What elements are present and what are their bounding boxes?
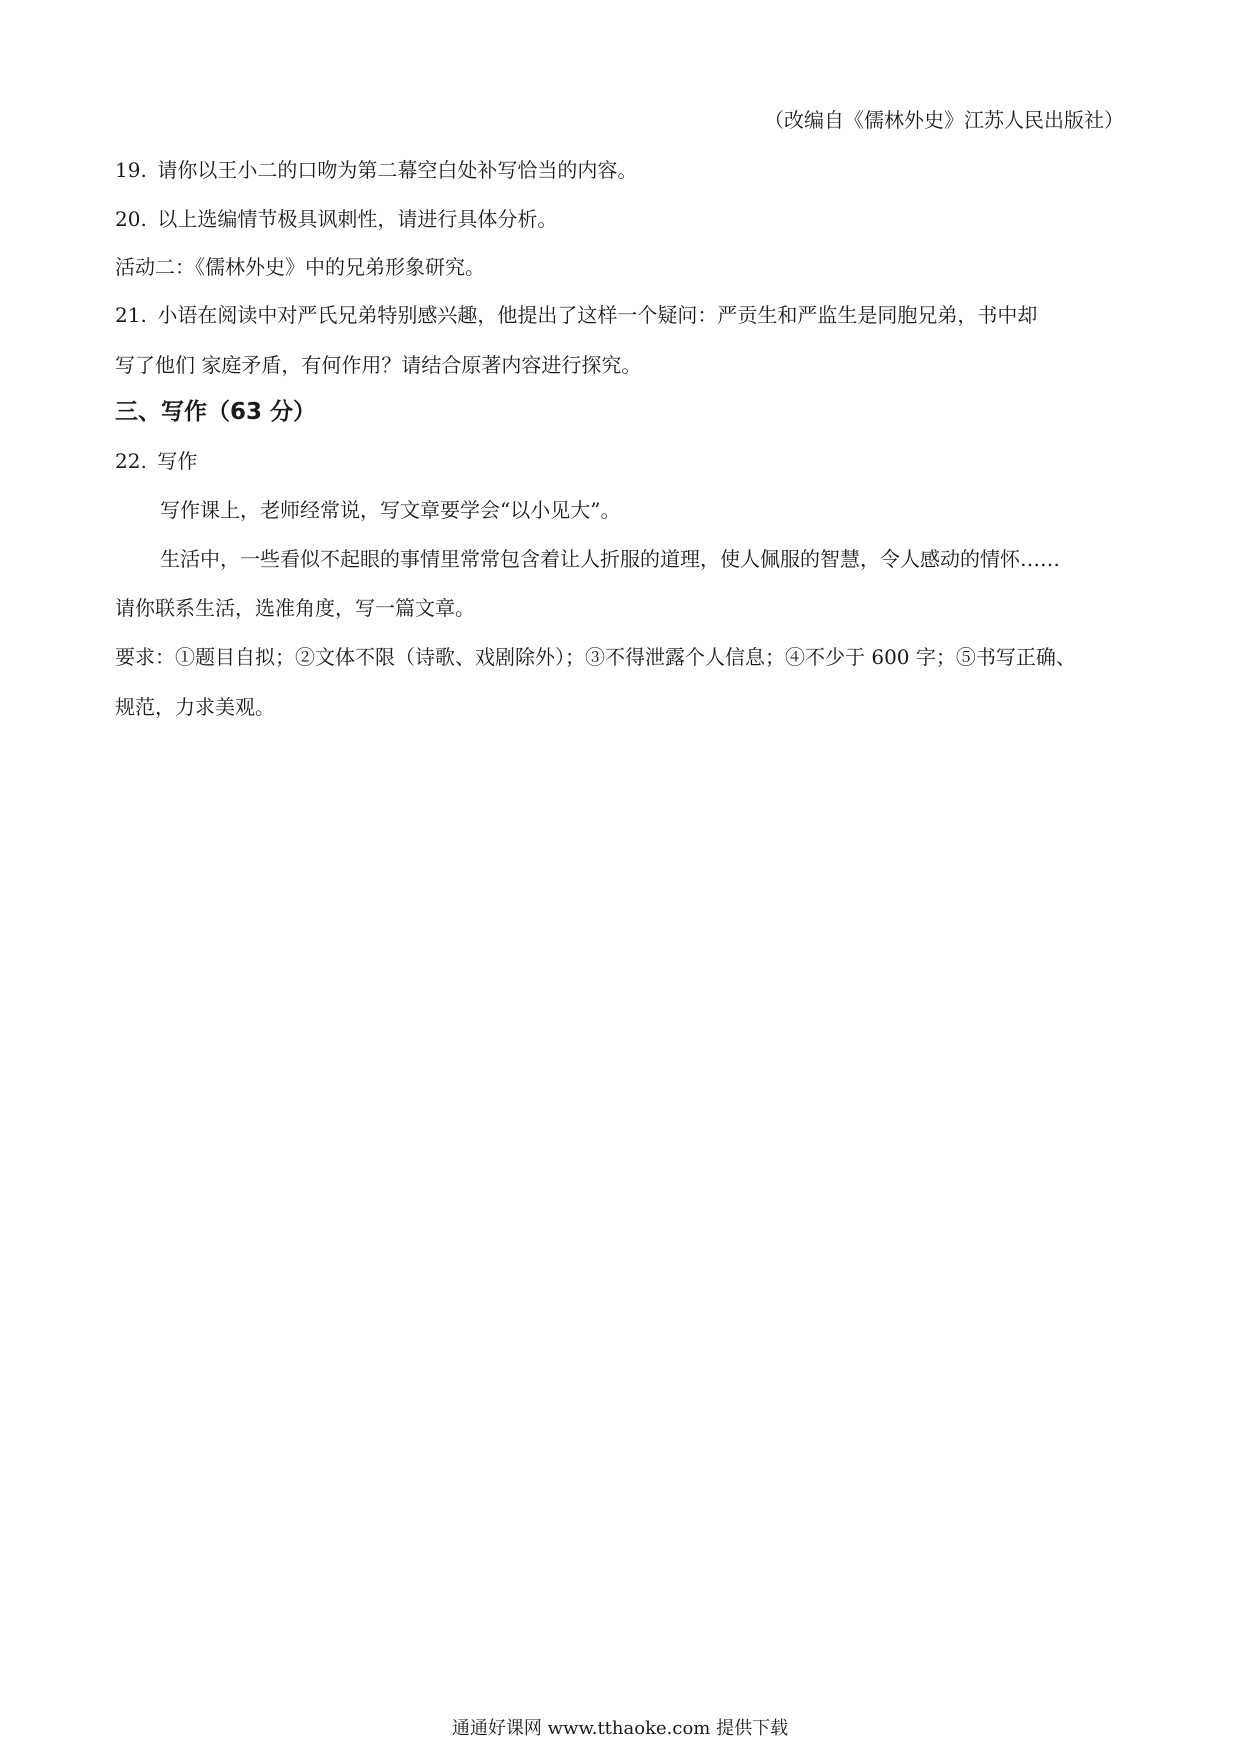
question-19 (115, 156, 637, 184)
question-22 (115, 447, 197, 475)
question-title: 写作 (157, 449, 198, 473)
question-number: 22. (115, 449, 147, 473)
activity-two-heading: 活动二：《儒林外史》中的兄弟形象研究。 (115, 255, 485, 279)
question-20 (115, 205, 557, 233)
question-number: 21. (115, 303, 147, 327)
question-number: 20. (115, 207, 147, 231)
question-21-line-1 (115, 301, 1037, 329)
question-text: 以上选编情节极具讽刺性，请进行具体分析。 (157, 207, 558, 231)
writing-prompt-paragraph-2: 生活中，一些看似不起眼的事情里常常包含着让人折服的道理，使人佩服的智慧，令人感动的情怀…… (160, 547, 1060, 571)
source-note: （改编自《儒林外史》江苏人民出版社） (764, 108, 1124, 132)
question-text: 小语在阅读中对严氏兄弟特别感兴趣，他提出了这样一个疑问：严贡生和严监生是同胞兄弟，书中却 (157, 303, 1038, 327)
requirements-line-1: 要求：①题目自拟；②文体不限（诗歌、戏剧除外）；③不得泄露个人信息；④不少于 600 字；⑤书写正确、 (115, 645, 1076, 669)
question-21-line-2: 写了他们 家庭矛盾，有何作用？请结合原著内容进行探究。 (115, 353, 642, 377)
question-text: 请你以王小二的口吻为第二幕空白处补写恰当的内容。 (157, 158, 638, 182)
writing-prompt-paragraph-3: 请你联系生活，选准角度，写一篇文章。 (115, 596, 475, 620)
question-number: 19. (115, 158, 147, 182)
section-heading-writing: 三、写作（63 分） (115, 399, 317, 425)
writing-prompt-paragraph-1: 写作课上，老师经常说，写文章要学会“以小见大”。 (160, 498, 621, 522)
footer-watermark: 通通好课网 www.tthaoke.com 提供下载 (451, 1718, 789, 1739)
requirements-line-2: 规范，力求美观。 (115, 695, 275, 719)
